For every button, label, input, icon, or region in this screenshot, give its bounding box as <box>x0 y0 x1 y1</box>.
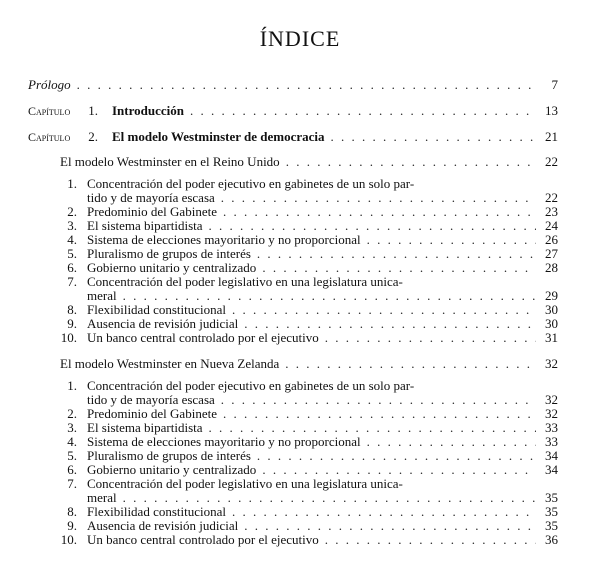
toc-item <box>60 533 558 546</box>
leader-dots <box>77 78 536 91</box>
leader-dots <box>244 519 536 532</box>
item-text: Gobierno unitario y centralizado <box>87 260 257 275</box>
toc-page-number: 32 <box>545 406 558 421</box>
toc-item <box>60 421 558 434</box>
toc-page-number: 27 <box>545 246 558 261</box>
toc-page-number: 24 <box>545 218 558 233</box>
toc-page-number: 31 <box>545 330 558 345</box>
leader-dots <box>223 205 536 218</box>
item-text: Predominio del Gabinete <box>87 406 217 421</box>
item-number: 1. <box>67 176 77 191</box>
toc-page-number: 36 <box>545 532 558 547</box>
toc-item <box>60 463 558 476</box>
item-number: 8. <box>67 504 77 519</box>
toc-section-reino-unido <box>60 155 558 168</box>
toc-item-line <box>60 177 414 190</box>
toc-entry-label: Prólogo <box>28 77 71 92</box>
toc-item <box>60 219 558 232</box>
toc-item <box>87 393 558 406</box>
leader-dots <box>190 104 536 117</box>
item-text: Concentración del poder ejecutivo en gabinetes de un solo par- <box>87 378 415 393</box>
toc-page-number: 34 <box>545 462 558 477</box>
leader-dots <box>244 317 536 330</box>
toc-page-number: 29 <box>545 288 558 303</box>
item-number: 8. <box>67 302 77 317</box>
toc-item <box>60 233 558 246</box>
toc-item <box>60 261 558 274</box>
toc-item-line <box>60 379 414 392</box>
toc-page-number: 35 <box>545 490 558 505</box>
toc-page-number: 26 <box>545 232 558 247</box>
leader-dots <box>285 357 536 370</box>
item-number: 7. <box>67 274 77 289</box>
page-title: ÍNDICE <box>259 26 341 51</box>
toc-item <box>60 519 558 532</box>
leader-dots <box>367 435 536 448</box>
item-text: Concentración del poder legislativo en una legislatura unica- <box>87 274 403 289</box>
toc-item <box>60 303 558 316</box>
item-text: Pluralismo de grupos de interés <box>87 448 251 463</box>
item-number: 10. <box>60 532 77 547</box>
toc-page-number: 30 <box>545 316 558 331</box>
item-text: Un banco central controlado por el ejecutivo <box>87 532 319 547</box>
toc-item <box>60 247 558 260</box>
item-number: 1. <box>67 378 77 393</box>
toc-item <box>87 289 558 302</box>
leader-dots <box>232 303 536 316</box>
item-number: 6. <box>67 462 77 477</box>
toc-page-number: 23 <box>545 204 558 219</box>
leader-dots <box>262 463 536 476</box>
item-number: 4. <box>67 434 77 449</box>
toc-page-number: 7 <box>551 77 558 92</box>
item-number: 7. <box>67 476 77 491</box>
leader-dots <box>221 191 536 204</box>
item-text: Concentración del poder legislativo en una legislatura unica- <box>87 476 403 491</box>
leader-dots <box>325 533 536 546</box>
item-text: El sistema bipartidista <box>87 218 203 233</box>
item-text-continued: tido y de mayoría escasa <box>87 392 215 407</box>
leader-dots <box>257 247 536 260</box>
item-text: Concentración del poder ejecutivo en gabinetes de un solo par- <box>87 176 415 191</box>
section-heading: El modelo Westminster en el Reino Unido <box>60 154 280 169</box>
item-number: 9. <box>67 518 77 533</box>
toc-section-nueva-zelanda <box>60 357 558 370</box>
toc-entry-prologo <box>28 78 558 91</box>
item-text: Gobierno unitario y centralizado <box>87 462 257 477</box>
leader-dots <box>221 393 536 406</box>
toc-item <box>60 407 558 420</box>
item-number: 3. <box>67 218 77 233</box>
toc-page-number: 32 <box>545 356 558 371</box>
toc-item <box>60 505 558 518</box>
item-text: Ausencia de revisión judicial <box>87 518 239 533</box>
section-heading: El modelo Westminster en Nueva Zelanda <box>60 356 280 371</box>
toc-item <box>60 331 558 344</box>
chapter-label: Capítulo <box>28 130 71 144</box>
leader-dots <box>262 261 536 274</box>
toc-page-number: 21 <box>545 129 558 144</box>
item-text-continued: tido y de mayoría escasa <box>87 190 215 205</box>
item-number: 6. <box>67 260 77 275</box>
item-text: Predominio del Gabinete <box>87 204 217 219</box>
toc-item <box>87 191 558 204</box>
toc-page-number: 33 <box>545 434 558 449</box>
leader-dots <box>209 421 536 434</box>
chapter-title: El modelo Westminster de democracia <box>111 129 325 144</box>
item-text: Sistema de elecciones mayoritario y no proporcional <box>87 232 361 247</box>
leader-dots <box>257 449 536 462</box>
toc-page-number: 28 <box>545 260 558 275</box>
item-number: 3. <box>67 420 77 435</box>
toc-item-line <box>60 275 403 288</box>
item-text: Un banco central controlado por el ejecutivo <box>87 330 319 345</box>
leader-dots <box>209 219 536 232</box>
leader-dots <box>367 233 536 246</box>
leader-dots <box>123 491 536 504</box>
toc-page-number: 22 <box>545 190 558 205</box>
item-number: 2. <box>67 204 77 219</box>
item-number: 5. <box>67 246 77 261</box>
chapter-title: Introducción <box>111 103 184 118</box>
leader-dots <box>286 155 536 168</box>
leader-dots <box>232 505 536 518</box>
leader-dots <box>331 130 536 143</box>
toc-entry-capitulo-1 <box>28 104 558 118</box>
item-number: 5. <box>67 448 77 463</box>
toc-item <box>60 205 558 218</box>
toc-page-number: 35 <box>545 518 558 533</box>
toc-item <box>60 317 558 330</box>
item-text: Sistema de elecciones mayoritario y no proporcional <box>87 434 361 449</box>
item-number: 9. <box>67 316 77 331</box>
item-text: Ausencia de revisión judicial <box>87 316 239 331</box>
toc-page-number: 13 <box>545 103 558 118</box>
toc-page-number: 35 <box>545 504 558 519</box>
toc-page-number: 22 <box>545 154 558 169</box>
chapter-number: 2. <box>88 129 98 144</box>
item-text-continued: meral <box>87 288 117 303</box>
leader-dots <box>325 331 536 344</box>
leader-dots <box>123 289 536 302</box>
item-text: Flexibilidad constitucional <box>87 504 227 519</box>
toc-page-number: 32 <box>545 392 558 407</box>
item-number: 2. <box>67 406 77 421</box>
item-text: El sistema bipartidista <box>87 420 203 435</box>
item-number: 4. <box>67 232 77 247</box>
chapter-number: 1. <box>88 103 98 118</box>
toc-page-number: 33 <box>545 420 558 435</box>
toc-page-number: 34 <box>545 448 558 463</box>
toc-item <box>60 449 558 462</box>
toc-item <box>60 435 558 448</box>
toc-page-number: 30 <box>545 302 558 317</box>
leader-dots <box>223 407 536 420</box>
item-text-continued: meral <box>87 490 117 505</box>
item-text: Flexibilidad constitucional <box>87 302 227 317</box>
toc-item <box>87 491 558 504</box>
chapter-label: Capítulo <box>28 104 71 118</box>
toc-entry-capitulo-2 <box>28 130 558 144</box>
toc-item-line <box>60 477 403 490</box>
item-number: 10. <box>60 330 77 345</box>
item-text: Pluralismo de grupos de interés <box>87 246 251 261</box>
